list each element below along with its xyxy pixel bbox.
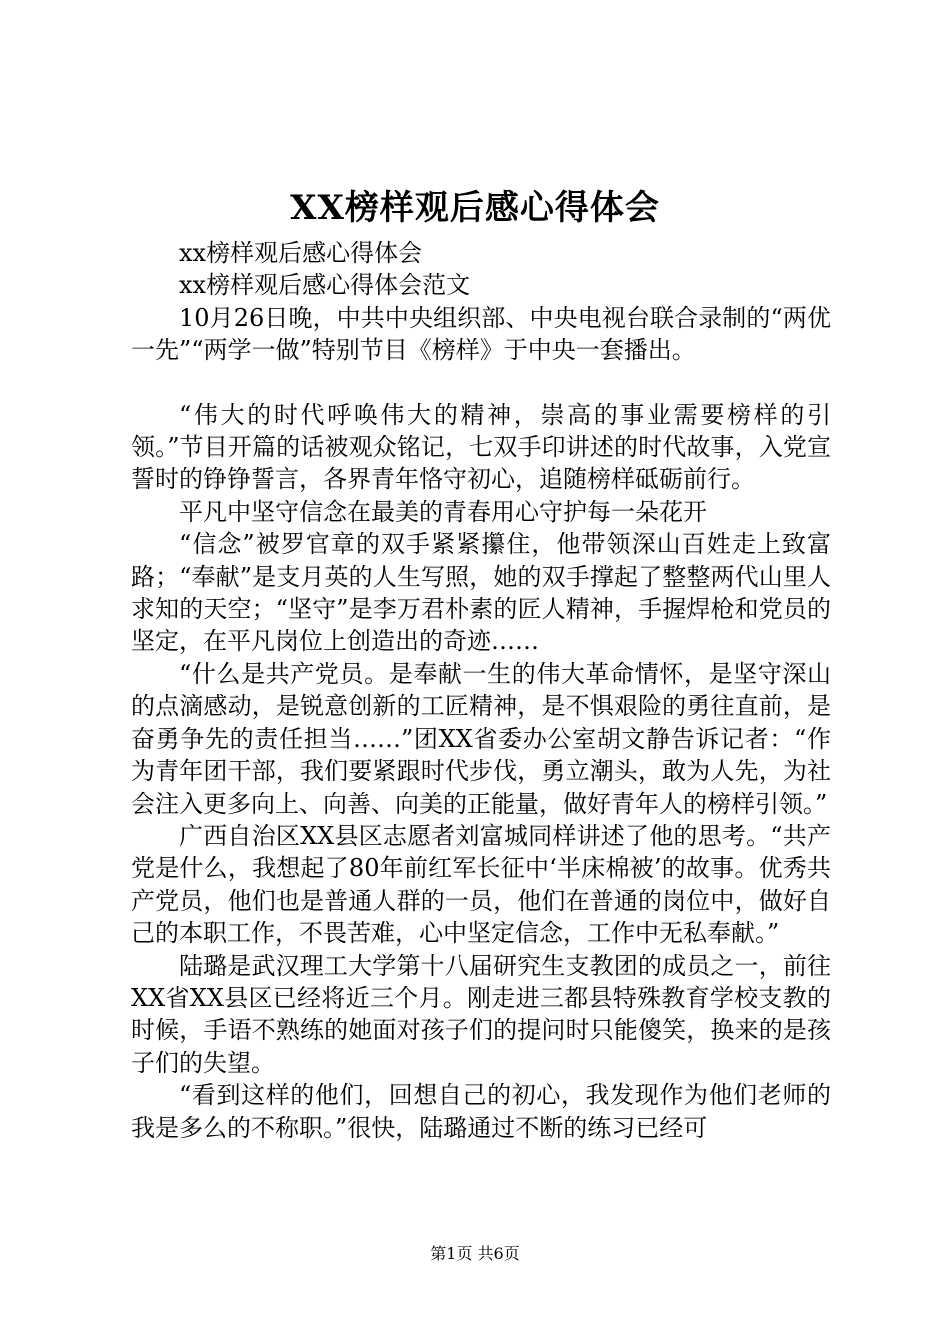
document-title: XX榜样观后感心得体会 bbox=[290, 188, 660, 228]
paragraph-belief: “信念”被罗官章的双手紧紧攥住，他带领深山百姓走上致富路；“奉献”是支月英的人生写照，她的双手撑起了整整两代山里人求知的天空；“坚守”是李万君朴素的匠人精神，手握焊枪和党员的坚定，在平凡岗位上创造出的奇迹…… bbox=[131, 530, 831, 656]
paragraph-quote-era: “伟大的时代呼唤伟大的精神，崇高的事业需要榜样的引领。”节目开篇的话被观众铭记，七双手印讲述的时代故事，入党宣誓时的铮铮誓言，各界青年恪守初心，追随榜样砥砺前行。 bbox=[131, 400, 831, 494]
paragraph-intro: 10月26日晚，中共中央组织部、中央电视台联合录制的“两优一先”“两学一做”特别节目《榜样》于中央一套播出。 bbox=[131, 303, 831, 365]
document-body bbox=[131, 237, 831, 1144]
paragraph-subtitle: xx榜样观后感心得体会 bbox=[179, 239, 423, 267]
page-number-footer: 第1页 共6页 bbox=[430, 1244, 520, 1263]
paragraph-lulu-quote: “看到这样的他们，回想自己的初心，我发现作为他们老师的我是多么的不称职。”很快，陆璐通过不断的练习已经可 bbox=[131, 1081, 831, 1142]
paragraph-party-member: “什么是共产党员。是奉献一生的伟大革命情怀，是坚守深山的点滴感动，是锐意创新的工匠精神，是不惧艰险的勇往直前，是奋勇争先的责任担当……”团XX省委办公室胡文静告诉记者：“作为青年团干部，我们要紧跟时代步伐，勇立潮头，敢为人先，为社会注入更多向上、向善、向美的正能量，做好青年人的榜样引领。” bbox=[131, 659, 831, 818]
paragraph-subtitle-fanwen: xx榜样观后感心得体会范文 bbox=[179, 271, 471, 300]
paragraph-lulu: 陆璐是武汉理工大学第十八届研究生支教团的成员之一，前往XX省XX县区已经将近三个月。刚走进三都县特殊教育学校支教的时候，手语不熟练的她面对孩子们的提问时只能傻笑，换来的是孩子们的失望。 bbox=[131, 951, 831, 1077]
paragraph-section-heading: 平凡中坚守信念在最美的青春用心守护每一朵花开 bbox=[179, 497, 707, 526]
paragraph-volunteer: 广西自治区XX县区志愿者刘富城同样讲述了他的思考。“共产党是什么，我想起了80年前红军长征中‘半床棉被’的故事。优秀共产党员，他们也是普通人群的一员，他们在普通的岗位中，做好自己的本职工作，不畏苦难，心中坚定信念，工作中无私奉献。” bbox=[131, 821, 831, 948]
